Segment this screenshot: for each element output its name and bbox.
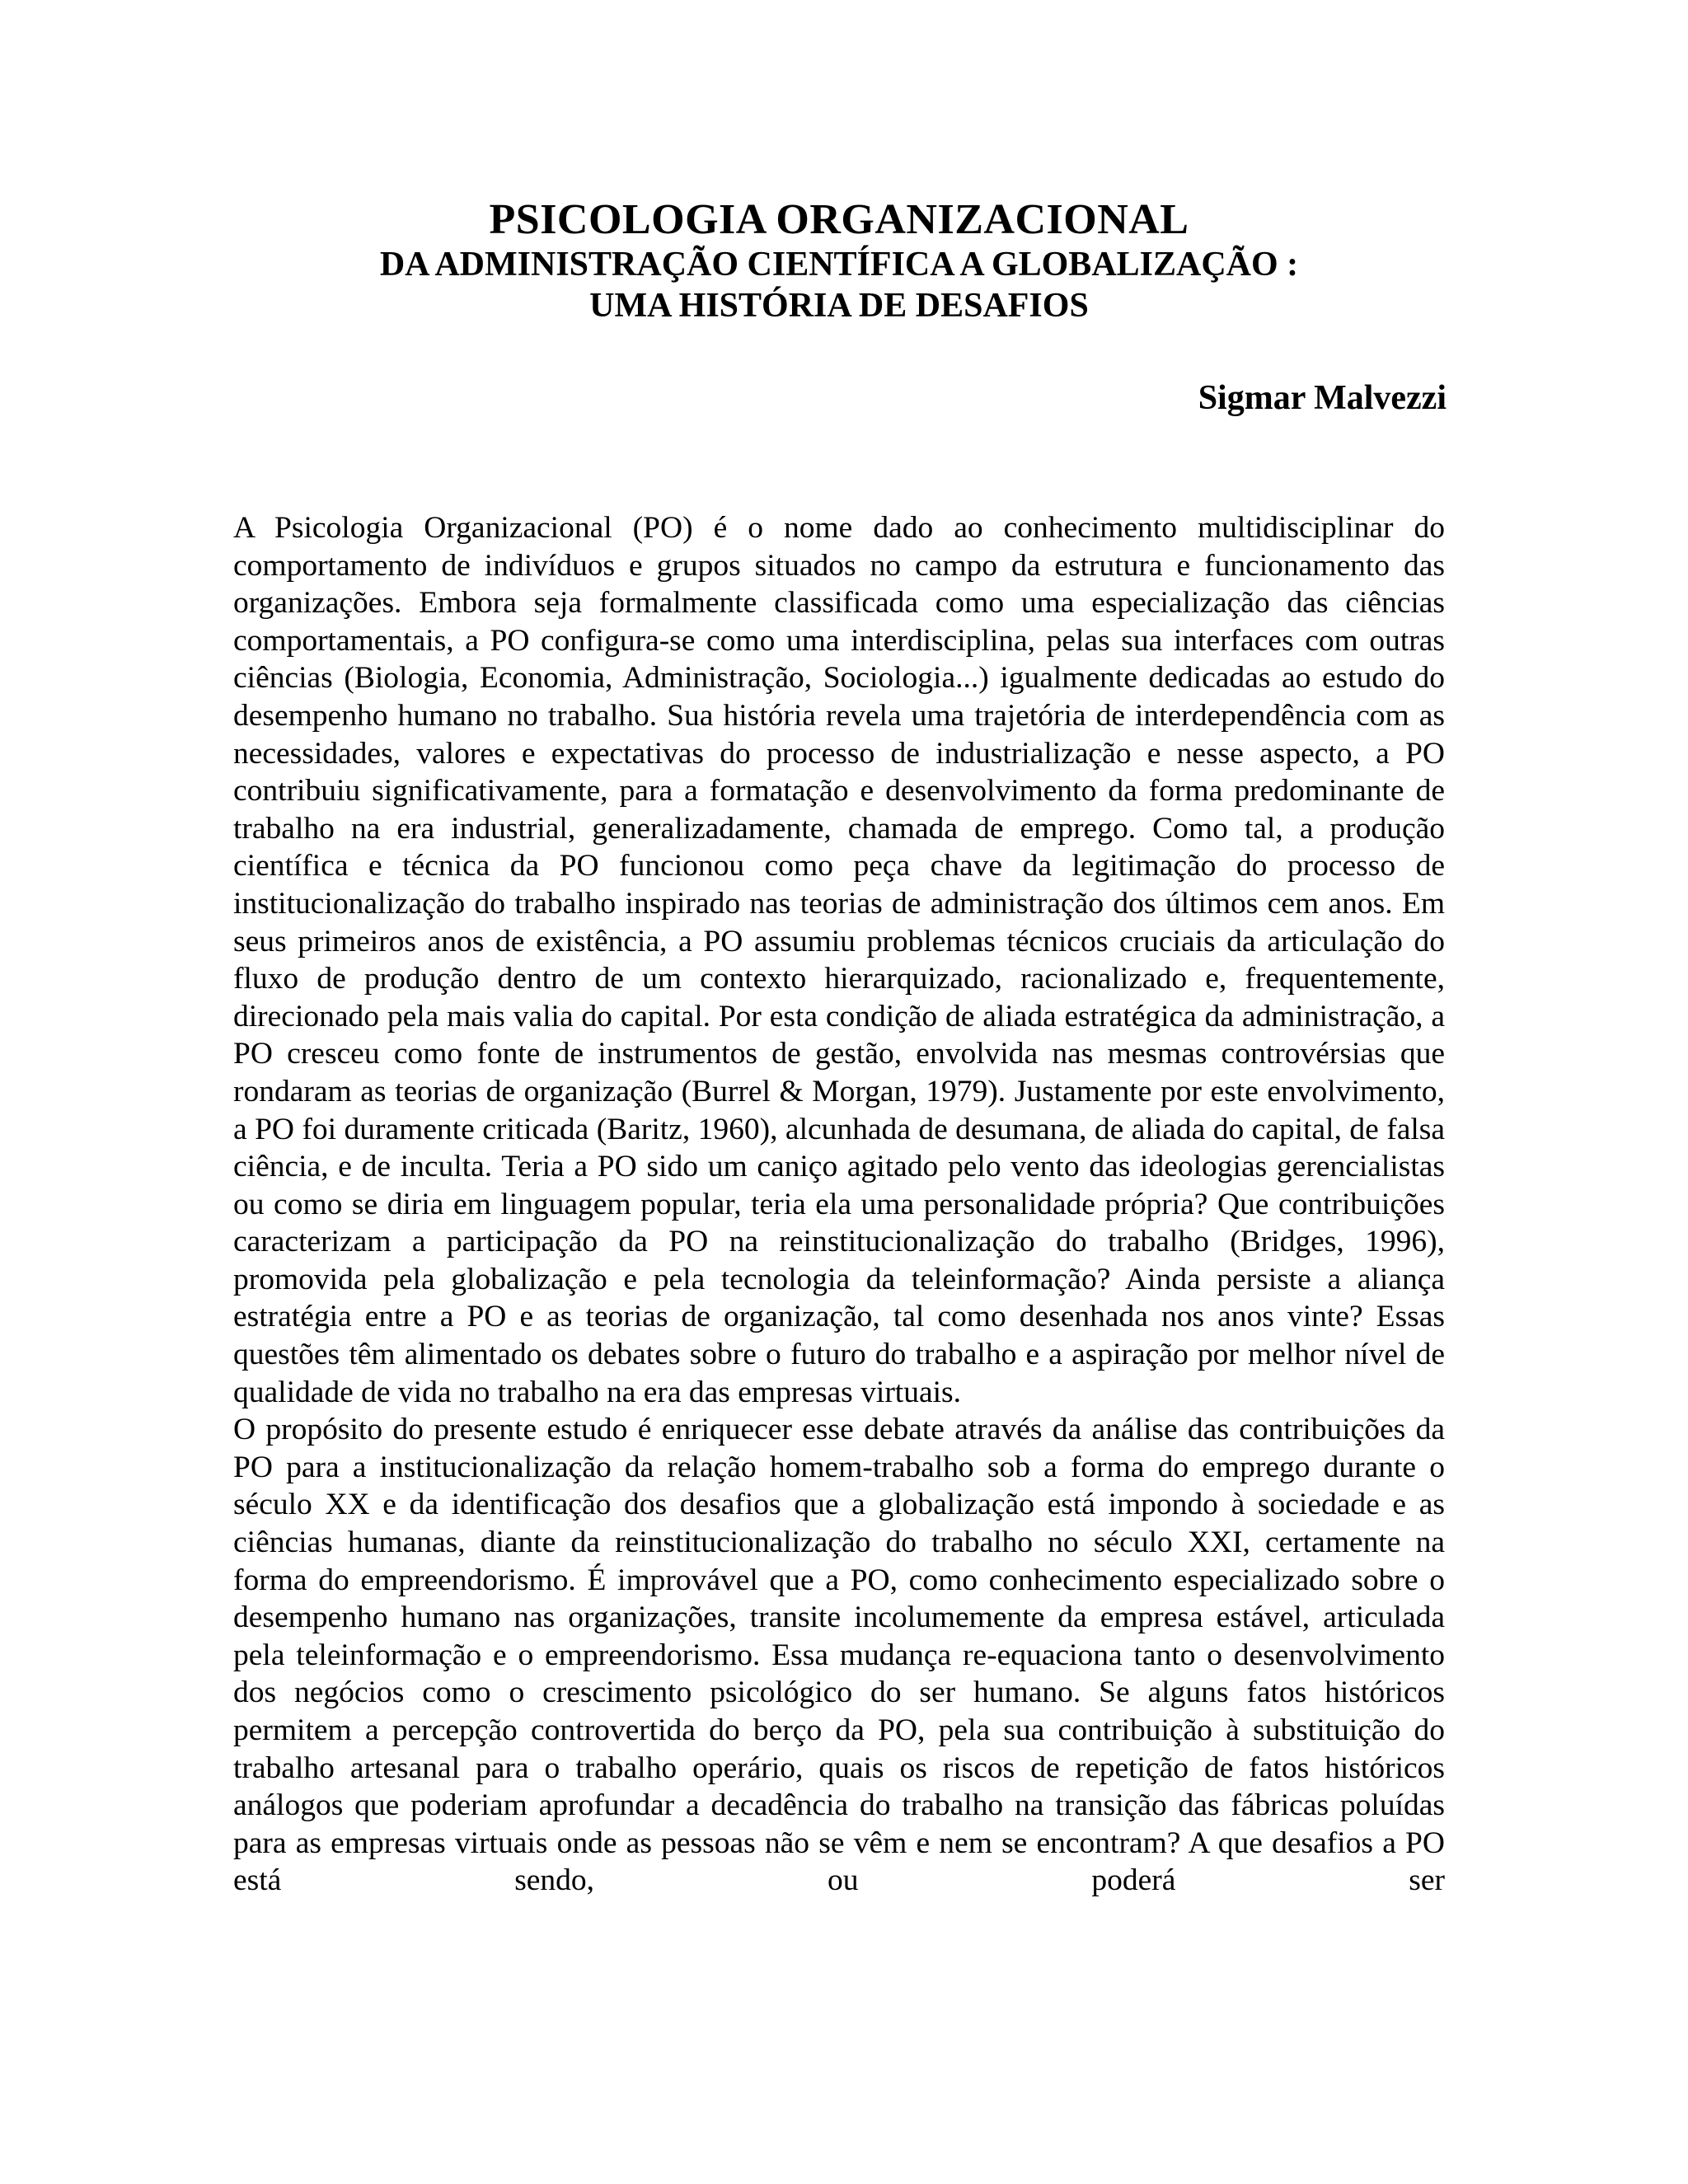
document-subtitle-line-1: DA ADMINISTRAÇÃO CIENTÍFICA A GLOBALIZAÇÃO : [379,246,1299,284]
author-name: Sigmar Malvezzi [1198,379,1447,417]
paragraph-1: A Psicologia Organizacional (PO) é o nome dado ao conhecimento multidisciplinar do comportamento de indivíduos e grupos situados no campo da estrutura e funcionamento das organizações. Embora seja formalmente classificada como uma especialização das ciências comportamentais, a PO configura-se como uma interdisciplina, pelas sua interfaces com outras ciências (Biologia, Economia, Administração, Sociologia...) igualmente dedicadas ao estudo do desempenho humano no trabalho. Sua história revela uma trajetória de interdependência com as necessidades, valores e expectativas do processo de industrialização e nesse aspecto, a PO contribuiu significativamente, para a formatação e desenvolvimento da forma predominante de trabalho na era industrial, generalizadamente, chamada de emprego. Como tal, a produção científica e técnica da PO funcionou como peça chave da legitimação do processo de institucionalização do trabalho inspirado nas teorias de administração dos últimos cem anos. Em seus primeiros anos de existência, a PO assumiu problemas técnicos cruciais da articulação do fluxo de produção dentro de um contexto hierarquizado, racionalizado e, frequentemente, direcionado pela mais valia do capital. Por esta condição de aliada estratégica da administração, a PO cresceu como fonte de instrumentos de gestão, envolvida nas mesmas controvérsias que rondaram as teorias de organização (Burrel & Morgan, 1979). Justamente por este envolvimento, a PO foi duramente criticada (Baritz, 1960), alcunhada de desumana, de aliada do capital, de falsa ciência, e de inculta. Teria a PO sido um caniço agitado pelo vento das ideologias gerencialistas ou como se diria em linguagem popular, teria ela uma personalidade própria? Que contribuições caracterizam a participação da PO na reinstitucionalização do trabalho (Bridges, 1996), promovida pela globalização e pela tecnologia da teleinformação? Ainda persiste a aliança estratégia entre a PO e as teorias de organização, tal como desenhada nos anos vinte? Essas questões têm alimentado os debates sobre o futuro do trabalho e a aspiração por melhor nível de qualidade de vida no trabalho na era das empresas virtuais. [233,511,1445,1409]
paragraph-2: O propósito do presente estudo é enriquecer esse debate através da análise das contribuições da PO para a institucionalização da relação homem-trabalho sob a forma do emprego durante o século XX e da identificação dos desafios que a globalização está impondo à sociedade e as ciências humanas, diante da reinstitucionalização do trabalho no século XXI, certamente na forma do empreendorismo. É improvável que a PO, como conhecimento especializado sobre o desempenho humano nas organizações, transite incolumemente da empresa estável, articulada pela teleinformação e o empreendorismo. Essa mudança re-equaciona tanto o desenvolvimento dos negócios como o crescimento psicológico do ser humano. Se alguns fatos históricos permitem a percepção controvertida do berço da PO, pela sua contribuição à substituição do trabalho artesanal para o trabalho operário, quais os riscos de repetição de fatos históricos análogos que poderiam aprofundar a decadência do trabalho na transição das fábricas poluídas para as empresas virtuais onde as pessoas não se vêm e nem se encontram? A que desafios a PO está sendo, ou poderá ser [233,1413,1445,1898]
title-block [233,196,1445,326]
document-subtitle-line-2: UMA HISTÓRIA DE DESAFIOS [589,287,1089,325]
document-title: PSICOLOGIA ORGANIZACIONAL [489,196,1189,243]
body-text [233,509,1445,1900]
